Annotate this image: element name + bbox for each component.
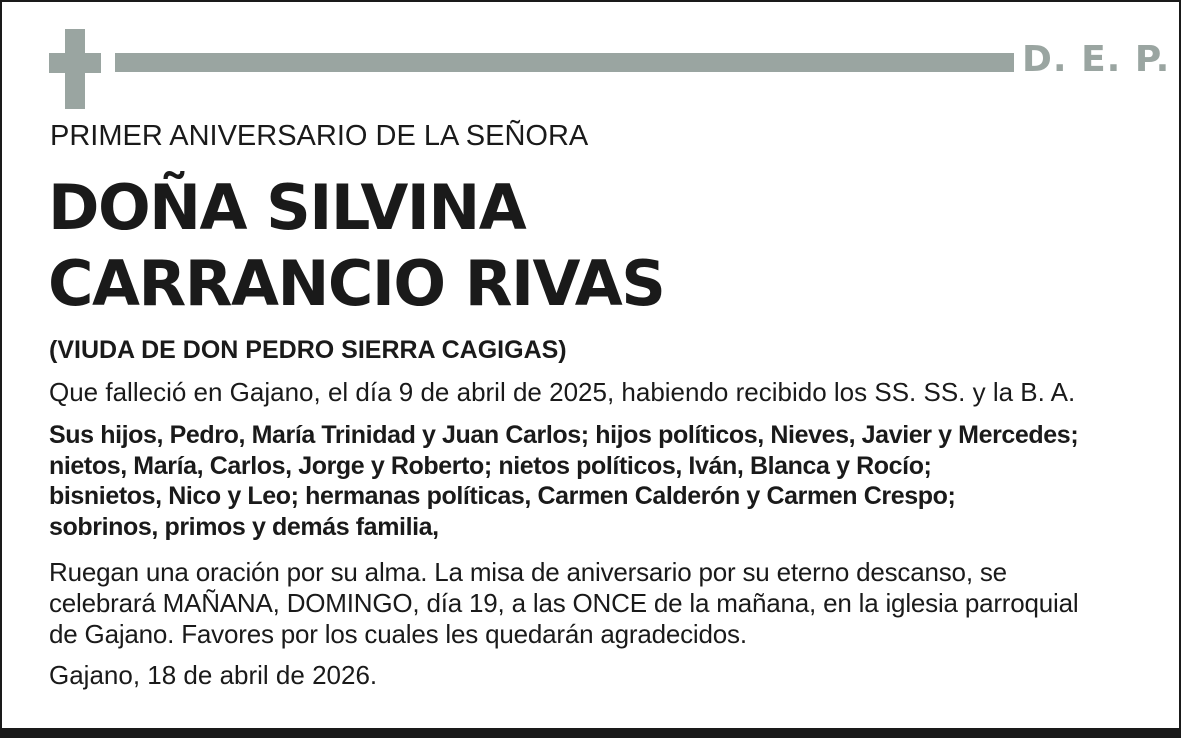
family-block — [49, 420, 1078, 542]
name-line-2: CARRANCIO RIVAS — [48, 247, 665, 320]
header-rule — [115, 53, 1014, 72]
death-text: Que falleció en Gajano, el día 9 de abril de 2025, habiendo recibido los SS. SS. y la B. A. — [49, 377, 1076, 407]
cross-icon — [49, 29, 101, 109]
family-line: sobrinos, primos y demás familia, — [49, 512, 439, 541]
prayer-block — [49, 557, 1078, 650]
signoff-text: Gajano, 18 de abril de 2026. — [49, 660, 378, 690]
deceased-name — [48, 170, 664, 322]
intro-text: PRIMER ANIVERSARIO DE LA SEÑORA — [50, 120, 589, 152]
dep-label: D. E. P. — [1022, 39, 1171, 80]
prayer-line: de Gajano. Favores por los cuales les quedarán agradecidos. — [49, 619, 747, 649]
widow-of-text: (VIUDA DE DON PEDRO SIERRA CAGIGAS) — [49, 336, 567, 364]
family-line: bisnietos, Nico y Leo; hermanas políticas, Carmen Calderón y Carmen Crespo; — [49, 482, 956, 510]
prayer-line: celebrará MAÑANA, DOMINGO, día 19, a las ONCE de la mañana, en la iglesia parroquial — [49, 588, 1079, 618]
name-line-1: DOÑA SILVINA — [48, 171, 526, 244]
family-line: Sus hijos, Pedro, María Trinidad y Juan Carlos; hijos políticos, Nieves, Javier y Mercedes; — [49, 421, 1079, 449]
prayer-line: Ruegan una oración por su alma. La misa de aniversario por su eterno descanso, se — [49, 557, 1007, 587]
family-line: nietos, María, Carlos, Jorge y Roberto; nietos políticos, Iván, Blanca y Rocío; — [49, 451, 932, 480]
